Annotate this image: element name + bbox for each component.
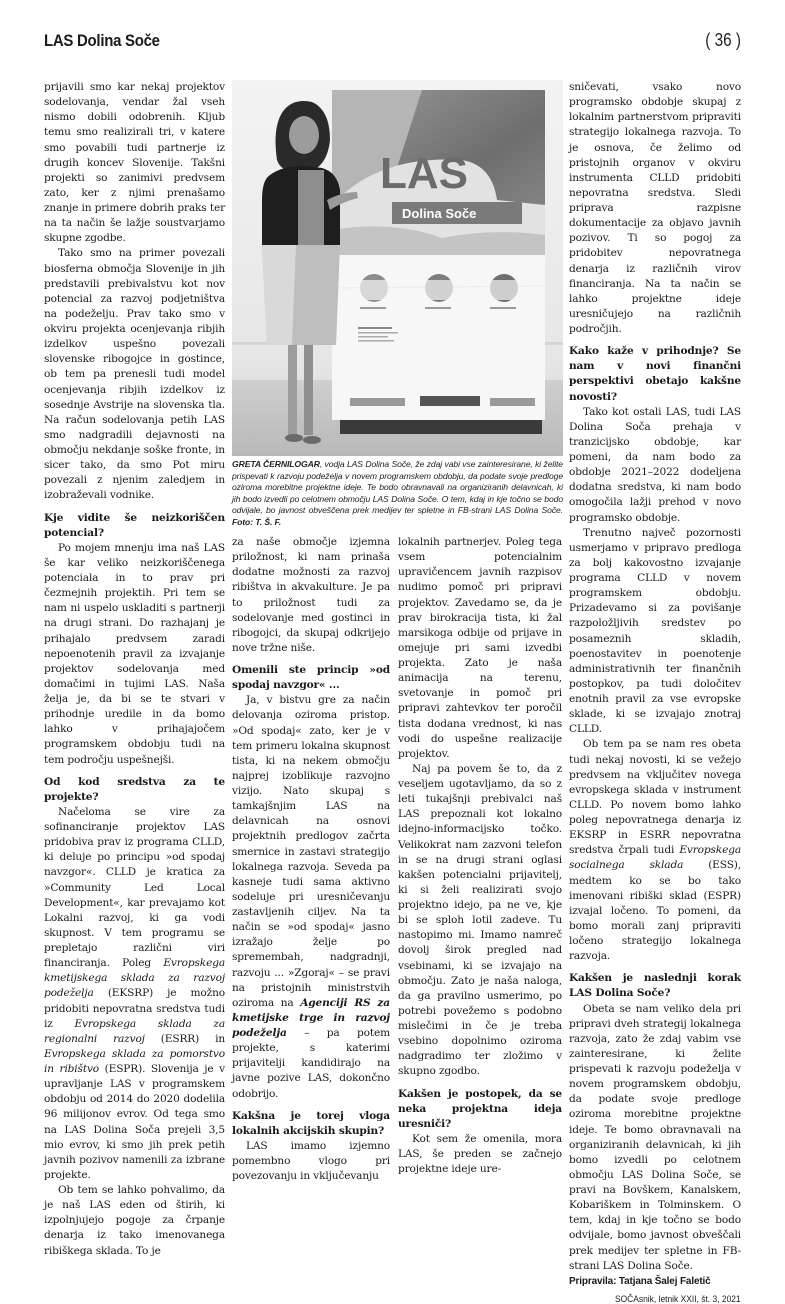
paragraph: Ob tem pa se nam res obeta tudi nekaj novosti, ki se vežejo predvsem na vključitev novega evropskega sklada v instrument CLLD. Po novem bomo lahko poleg nepovratnega denarja iz EKSRP in ESRR nepovratna sredstva črpali tudi Evropskega socialnega sklada (ESS), medtem ko se bo tako imenovani ribiški sklad (ESPR) izvajal ločeno. To pomeni, da bomo morali zanj pripraviti ločeno strategijo lokalnega razvoja. — [569, 738, 741, 963]
photo-woman-with-las-banner — [232, 80, 563, 456]
question-heading: Kako kaže v prihodnje? Se nam v novi finančni perspektivi obetajo kakšne novosti? — [569, 345, 741, 403]
banner-logo-dolina-soce: Dolina Soče — [402, 206, 477, 221]
publication-footer: SOČAsnik, letnik XXII, št. 3, 2021 — [615, 1293, 741, 1304]
article-column-4 — [569, 80, 741, 1289]
question-heading: Od kod sredstva za te projekte? — [44, 775, 225, 803]
section-title: LAS Dolina Soče — [44, 31, 160, 50]
photo-caption: GRETA ČERNILOGAR, vodja LAS Dolina Soče, že zdaj vabi vse zainteresirane, ki želite prispevati k razvoju podeželja v novem programskem obdobju, da podate svoje predloge oziroma morebitne projektne ideje. Te bodo obravnavali na organiziranih delavnicah, ki jih bodo izvedli po celotnem območju LAS Dolina Soče. O tem, kdaj in kje točno se bodo odvijale, bo javnost obveščena prek medijev ter spletne in FB-strani LAS Dolina Soče. Foto: T. Š. F. — [232, 459, 563, 527]
question-heading: Kakšen je postopek, da se neka projektna ideja uresniči? — [398, 1087, 562, 1130]
paragraph: sničevati, vsako novo programsko obdobje skupaj z lokalnim partnerstvom pripraviti strategijo lokalnega razvoja. To je osnova, če želimo od pristojnih organov v okviru instrumenta CLLD pridobiti nepovratna sredstva. Sledi priprava razpisne dokumentacije za objavo javnih pozivov. Ti so pogoj za pridobitev nepovratnega denarja iz različnih virov financiranja. Na ta način se lahko projektne ideje uresničujejo na različnih področjih. — [569, 81, 741, 335]
article-column-3 — [398, 535, 562, 1177]
fund-name: Evropskega kmetijskega sklada za razvoj podeželja — [44, 957, 225, 1000]
article-column-2 — [232, 535, 390, 1184]
fund-name: Evropskega socialnega sklada — [569, 844, 741, 872]
banner-stand — [340, 420, 542, 434]
paragraph: Tako kot ostali LAS, tudi LAS Dolina Soča prehaja v tranzicijsko obdobje, kar pomeni, da nam bodo za obdobje 2021–2022 dodeljena dodatna sredstva, ki nam bodo omogočila lažji prehod v novo programsko obdobje. — [569, 405, 741, 524]
paragraph: za naše območje izjemna priložnost, ki nam prinaša dodatne možnosti za razvoj ribištva in akvakulture. Je pa to priložnost tudi za sodelovanje med gostinci in ribogojci, da skupaj odkrijejo nove tržne niše. — [232, 536, 390, 654]
paragraph: LAS imamo izjemno pomembno vlogo pri povezovanju in vključevanju — [232, 1139, 390, 1183]
photo-credit: Foto: T. Š. F. — [232, 516, 282, 527]
author-credit: Pripravila: Tatjana Šalej Faletič — [569, 1275, 711, 1287]
agency-name: Agenciji RS za kmetijske trge in razvoj podeželja — [232, 996, 391, 1039]
paragraph: Ob tem se lahko pohvalimo, da je naš LAS eden od štirih, ki izpolnjujejo pogoje za črpanje denarja iz tako imenovanega ribiškega sklada. To je — [44, 1184, 225, 1257]
paragraph: lokalnih partnerjev. Poleg tega vsem potencialnim upravičencem javnih razpisov nudimo pomoč pri pripravi projektov. Zavedamo se, da je prav birokracija tista, ki žal marsikoga odbije od prijave in omejuje pri sami izvedbi projekta. Zato je naša animacija na terenu, svetovanje in pomoč pri pripravi zahtevkov ter poročil tista dodana vrednost, ki nas vodi do uspešne realizacije projektov. — [398, 536, 562, 760]
question-heading: Omenili ste princip »od spodaj navzgor« ... — [232, 664, 390, 692]
question-heading: Kakšen je naslednji korak LAS Dolina Soče? — [569, 972, 741, 1000]
paragraph: Trenutno največ pozornosti usmerjamo v pripravo predloga za bolj kakovostno izvajanje programa CLLD v novem programskem obdobju. Prizadevamo si za povišanje razpoložljivih sredstev po posameznih skladih, poenostavitev in poenotenje administrativnih ter finančnih postopkov, pa tudi določitev enotnih pravil za vse evropske sklade, ki se izvajajo znotraj CLLD. — [569, 526, 741, 736]
paragraph: Kot sem že omenila, mora LAS, še preden se začnejo projektne ideje ure- — [398, 1132, 562, 1176]
paragraph: Načeloma se vire za sofinanciranje projektov LAS pridobiva prav iz programa CLLD, ki deluje po principu »od spodaj navzgor«. CLLD je kratica za »Community Led Local Development«, kar prevajamo kot Lokalni razvoj, ki ga vodi skupnost. V tem programu se prepletajo različni viri financiranja. Poleg Evropskega kmetijskega sklada za razvoj podeželja (EKSRP) je možno pridobiti nepovratna sredstva tudi iz Evropskega sklada za regionalni razvoj (ESRR) in Evropskega sklada za pomorstvo in ribištvo (ESPR). Slovenija je v upravljanje LAS v programskem obdobju od 2014 do 2020 dodelila 96 milijonov evrov. Od tega smo na LAS Dolina Soča prejeli 3,5 mio evrov, ki smo jih prek petih javnih pozivov namenili za izbrane projekte. — [44, 805, 225, 1181]
article-column-1 — [44, 80, 225, 1259]
fund-name: Evropskega sklada za regionalni razvoj — [44, 1017, 225, 1045]
paragraph: Obeta se nam veliko dela pri pripravi dveh strategij lokalnega razvoja, zato že zdaj vabim vse zainteresirane, ki želite prispevati k razvoju podeželja v novem programskem obdobju, da podate svoje predloge oziroma morebitne projektne ideje. Te bomo obravnavali na organiziranih delavnicah, ki jih bomo izvedli po celotnem območju LAS Dolina Soče, se pravi na Bovškem, Kanalskem, Kobariškem in Tolminskem. O tem, kdaj in kje točno se bodo odvijale, bomo javnost obveščali prek medijev ter spletne in FB-strani LAS Dolina Soče. — [569, 1002, 741, 1272]
paragraph: Naj pa povem še to, da z veseljem ugotavljamo, da so z leti tukajšnji prebivalci naš LAS prepoznali kot lokalno idejno-informacijsko točko. Velikokrat nam zazvoni telefon in se na drugi strani oglasi kakšen potencialni prijavitelj, ki si želi realizirati svojo projektno idejo, pa ne ve, kje bi se sploh lotil zadeve. Tu nastopimo mi. Imamo namreč dovolj širok pregled nad vsebinami, ki se izvajajo na območju. Zato je naša naloga, da ga pravilno usmerimo, po potrebi povežemo s podobno mislečimi in če je treba vsebino dopolnimo oziroma nadgradimo ter zložimo v skupno zgodbo. — [398, 762, 562, 1078]
paragraph: Tako smo na primer povezali biosferna območja Slovenije in jih predstavili prebivalstvu kot nov potencial za razvoj podjetništva na podeželju. Prav tako smo v okviru projekta ocenjevanja ribjih izdelkov uspešno povezali slovenske ribogojce in gostince, ob tem pa prenesli tudi model ocenjevanja ribjih izdelkov iz sosednje Avstrije na slovenska tla. Na račun sodelovanja petih LAS smo nadgradili dejavnosti na območju nekdanje soške fronte, in sicer tako, da smo Pot miru povezali z njenim zaledjem in izobraževali vodnike. — [44, 247, 225, 502]
article-photo — [232, 80, 563, 456]
paragraph: prijavili smo kar nekaj projektov sodelovanja, vendar žal vseh nismo dobili odobrenih. Kljub temu smo realizirali tri, v katere smo povabili tudi partnerje iz drugih koncev Slovenije. Takšni projekti so zanimivi predvsem zato, ker z njimi prenašamo znanje in primere dobrih praks ter na ta način še lažje soustvarjamo skupne zgodbe. — [44, 81, 225, 245]
banner-logo-las: LAS — [380, 149, 468, 198]
paragraph: Ja, v bistvu gre za način delovanja oziroma pristop. »Od spodaj« zato, ker je v tem primeru lokalna skupnost tista, ki na nekem območju najprej izoblikuje razvojno vizijo. Nato skupaj s tamkajšnjim LAS na delavnicah na osnovi projektnih predlogov začrta smernice in zastavi strategijo lokalnega razvoja. Seveda pa kasneje tudi sama aktivno sodeluje pri uresničevanju zastavljenih ciljev. Na ta način se »od spodaj« jasno izražajo želje po spremembah, nadgradnji, razvoju ... »Zgoraj« – se pravi na pristojnih ministrstvih oziroma na Agenciji RS za kmetijske trge in razvoj podeželja – pa potem projekte, s katerimi prijavitelji kandidirajo na javne pozive LAS, dokončno odobrijo. — [232, 694, 391, 1100]
question-heading: Kje vidite še neizkoriščen potencial? — [44, 511, 225, 539]
fund-name: Evropskega sklada za pomorstvo in ribištvo — [44, 1047, 225, 1075]
page-number: ( 36 ) — [705, 30, 741, 50]
question-heading: Kakšna je torej vloga lokalnih akcijskih skupin? — [232, 1109, 390, 1137]
paragraph: Po mojem mnenju ima naš LAS še kar veliko neizkoriščenega potenciala in to prav pri čezmejnih projektih. Pri tem se nam ni uspelo uskladiti s partnerji na drugi strani. Do razhajanj je prihajalo predvsem zaradi nepoenotenih pravil za izvajanje projektov sodelovanja med domačimi in tujimi LAS. Naša želja je, da bi se te stvari v prihodnje uredile in da bomo lahko v prihajajočem programskem obdobju tudi na tem področju uspešnejši. — [44, 541, 225, 766]
caption-person-name: GRETA ČERNILOGAR — [232, 459, 320, 469]
